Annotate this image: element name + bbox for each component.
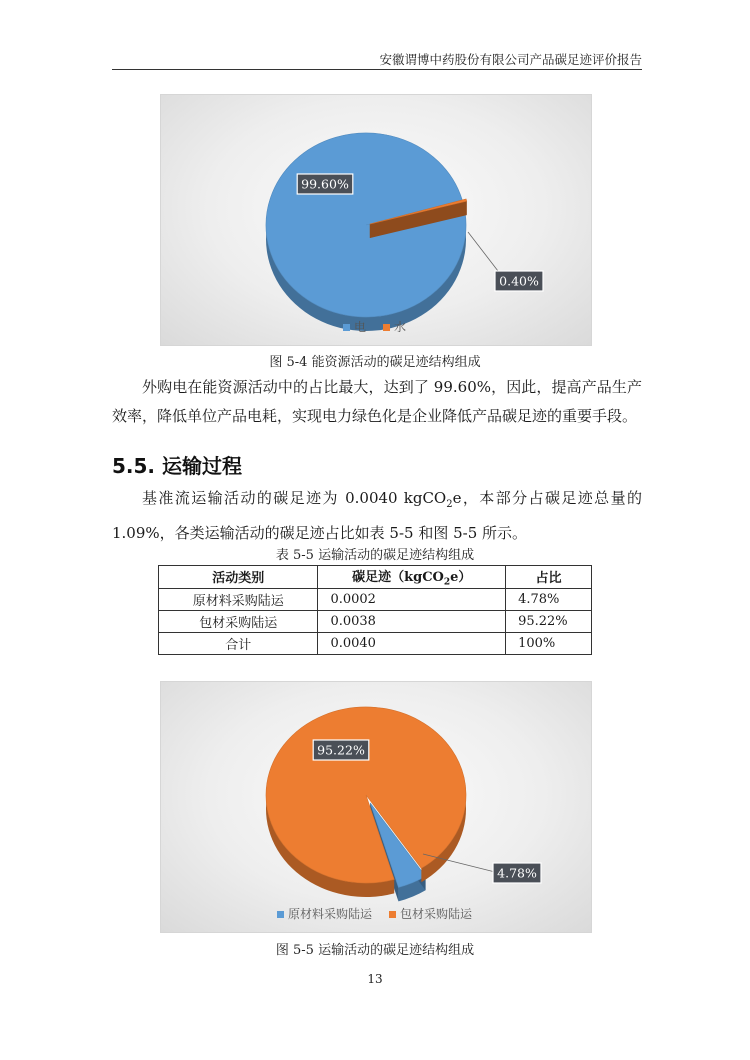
table-5-5-caption: 表 5-5 运输活动的碳足迹结构组成: [275, 548, 475, 563]
table-row: [159, 610, 592, 632]
paragraph-electricity: 外购电在能资源活动中的占比最大，达到了 99.60%，因此，提高产品生产效率，降低单位产品电耗，实现电力绿色化是企业降低产品碳足迹的重要手段。: [112, 378, 642, 425]
cell-value: 0.0038: [318, 610, 506, 632]
cell-share: 4.78%: [506, 588, 592, 610]
fig54-legend-swatch-1: [383, 324, 390, 331]
cell-category: 合计: [159, 632, 318, 654]
figure-5-4-caption: 图 5-4 能资源活动的碳足迹结构组成: [269, 355, 481, 370]
fig55-legend-label-1: 包材采购陆运: [400, 907, 473, 921]
header-footprint: [318, 566, 506, 589]
cell-share: 95.22%: [506, 610, 592, 632]
fig54-slices: [266, 133, 467, 331]
co2-subscript: 2: [446, 499, 453, 510]
cell-category: 原材料采购陆运: [159, 588, 318, 610]
paragraph-transport: [112, 484, 642, 548]
figure-5-5-caption: 图 5-5 运输活动的碳足迹结构组成: [275, 943, 475, 958]
figure-5-5-svg: [161, 682, 591, 932]
cell-share: 100%: [506, 632, 592, 654]
figure-5-5-chart: [160, 681, 592, 933]
fig55-legend-label-0: 原材料采购陆运: [288, 907, 373, 921]
header-footprint-sub: 2: [443, 577, 451, 588]
header-rule: [112, 69, 642, 70]
header-category: 活动类别: [159, 566, 318, 589]
paragraph-transport-part1: 基准流运输活动的碳足迹为 0.0040 kgCO: [142, 489, 447, 507]
fig55-legend-swatch-0: [277, 911, 284, 918]
fig54-legend-swatch-0: [343, 324, 350, 331]
fig54-slice-0: [266, 133, 466, 317]
fig55-data-label-1: 95.22%: [317, 742, 365, 758]
fig54-legend-label-0: 电: [354, 320, 367, 334]
fig54-data-label-1: 0.40%: [499, 273, 539, 289]
table-row: [159, 588, 592, 610]
page-number: 13: [367, 972, 383, 986]
header-share: 占比: [506, 566, 592, 589]
fig55-legend-swatch-1: [389, 911, 396, 918]
section-number: 5.5.: [112, 454, 156, 478]
fig55-data-label-0: 4.78%: [497, 865, 537, 881]
header-footprint-b: e）: [450, 570, 472, 585]
table-row: [159, 632, 592, 654]
table-5-5: [158, 565, 592, 655]
cell-value: 0.0002: [318, 588, 506, 610]
table-header-row: [159, 566, 592, 589]
fig54-legend-label-1: 水: [394, 320, 407, 334]
header-title: 安徽谓博中药股份有限公司产品碳足迹评价报告: [379, 52, 642, 67]
fig55-slice-1: [266, 707, 466, 883]
fig54-leader-line: [468, 232, 498, 271]
fig55-slices: [266, 707, 466, 901]
figure-5-4-svg: [161, 95, 591, 345]
cell-category: 包材采购陆运: [159, 610, 318, 632]
paragraph-transport-part2: e，本部分占碳足迹总量的 1.09%，各类运输活动的碳足迹占比如表 5-5 和图 5-5 所示。: [112, 489, 642, 542]
section-heading: [112, 450, 242, 479]
section-title: 运输过程: [162, 454, 242, 478]
cell-value: 0.0040: [318, 632, 506, 654]
header-footprint-a: 碳足迹（kgCO: [352, 570, 444, 585]
figure-5-4-chart: [160, 94, 592, 346]
fig54-data-label-0: 99.60%: [301, 176, 349, 192]
